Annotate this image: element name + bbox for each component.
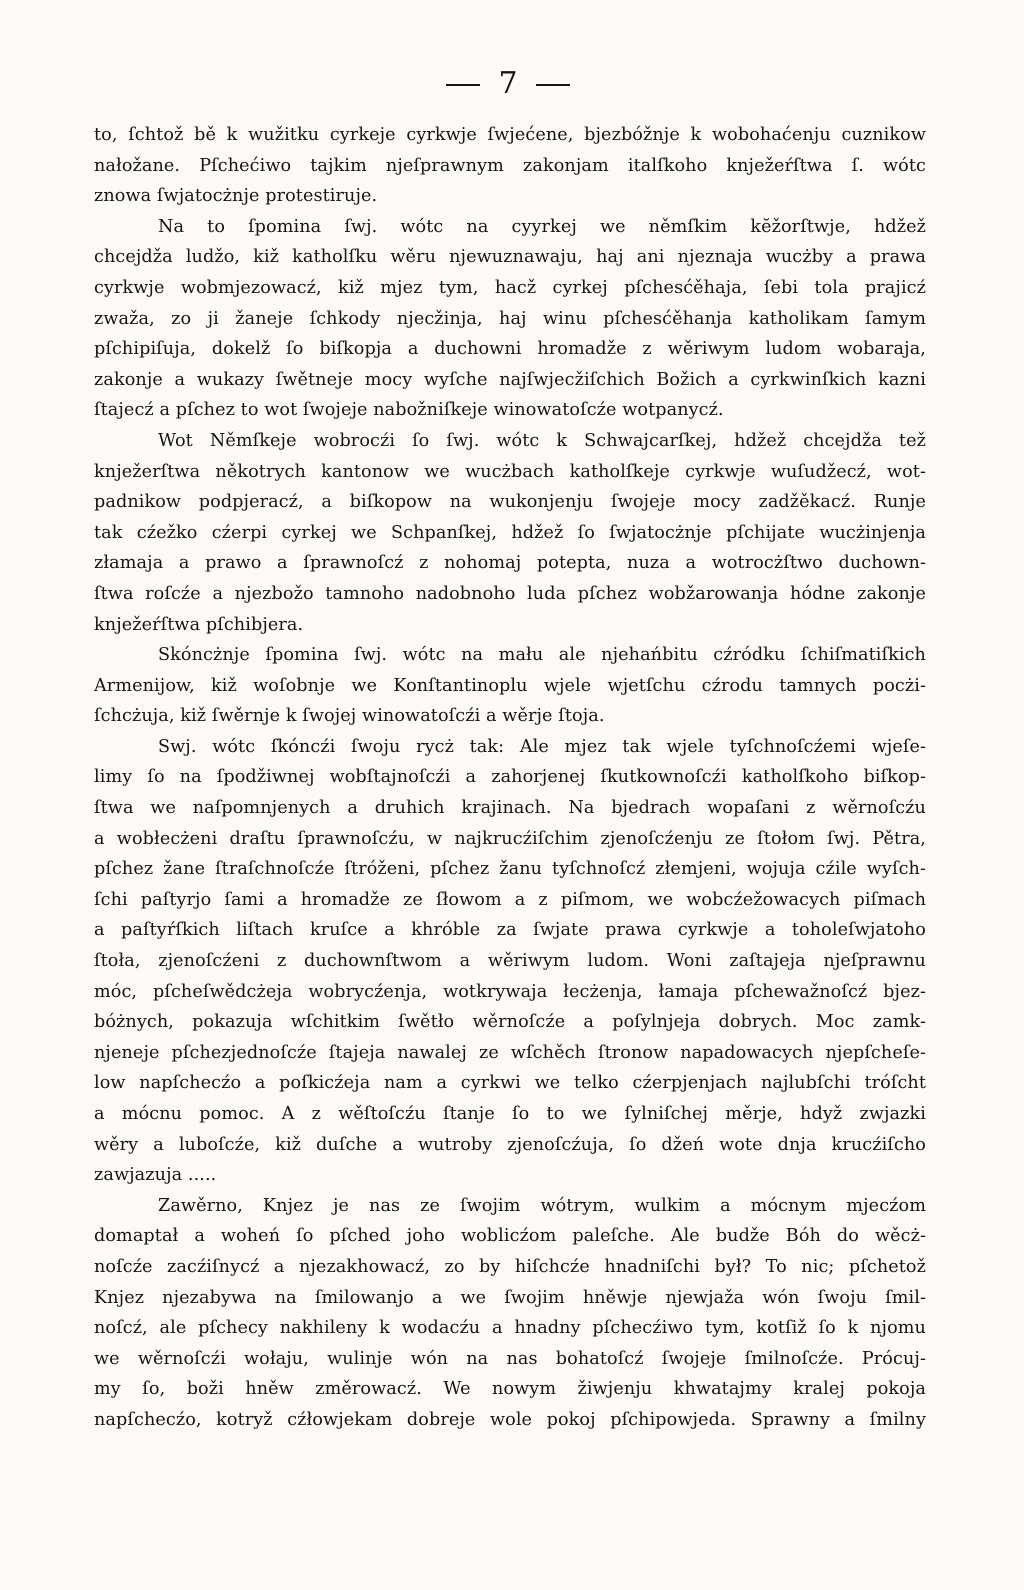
text-line: móc, pſcheſwědcżeja wobrycźenja, wotkrywaja łecżenja, łamaja pſchewažnoſcź bjez- [94, 981, 926, 1002]
text-line: zawjazuja ..... [94, 1165, 217, 1186]
text-line: domaptał a woheń ſo pſched joho woblicźom paleſche. Ale budže Bóh do wěcż- [94, 1226, 926, 1247]
text-line: znowa ſwjatocżnje protestiruje. [94, 186, 378, 207]
text-line: noſcźe zacźiſnycź a njezakhowacź, zo by hiſchcźe hnadniſchi był? To nic; pſchetož [94, 1256, 926, 1277]
text-line: to, ſchtož bě k wužitku cyrkeje cyrkwje ſwjećene, bjezbóžnje k wobohaćenju cuznikow [94, 125, 926, 145]
header-dash-left [446, 84, 480, 86]
text-line: Skóncżnje ſpomina ſwj. wótc na mału ale njehańbitu cźródku ſchiſmatiſkich [158, 645, 926, 666]
text-line: limy ſo na ſpodžiwnej wobſtajnoſcźi a zahorjenej ſkutkownoſcźi katholſkoho biſkop- [94, 767, 926, 788]
text-line: a wobłecżeni draſtu ſprawnoſcźu, w najkrucźiſchim zjenoſcźenju ze ſtołom ſwj. Pětra, [94, 828, 926, 849]
text-line: knježeŕſtwa pſchibjera. [94, 614, 304, 635]
text-line: ſtajecź a pſchez to wot ſwojeje nabožniſkeje winowatoſcźe wotpanycź. [94, 400, 724, 421]
text-line: wěry a luboſcźe, kiž duſche a wutroby zjenoſcźuja, ſo džeń wote dnja krucźiſcho [94, 1134, 926, 1155]
text-line: ſtwa roſcźe a njezbožo tamnoho nadobnoho luda pſchez wobžarowanja hódne zakonje [94, 583, 926, 604]
page-number-header [90, 66, 926, 106]
text-line: a mócnu pomoc. A z wěſtoſcźu ſtanje ſo to we ſylniſchej měrje, hdyž zwjazki [94, 1104, 926, 1124]
text-line: Knjez njezabywa na ſmilowanjo a we ſwojim hněwje njewjaža wón ſwoju ſmil- [94, 1287, 926, 1308]
text-line: Armenijow, kiž woſobnje we Konſtantinoplu wjele wjetſchu cźrodu tamnych pocżi- [94, 675, 926, 696]
text-line: ſtoła, zjenoſcźeni z duchownſtwom a wěriwym ludom. Woni zaſtajeja njeſprawnu [94, 951, 926, 972]
text-line: my ſo, boži hněw změrowacź. We nowym žiwjenju khwatajmy kralej pokoja [94, 1379, 926, 1400]
text-line: ſchi paſtyrjo ſami a hromadže ze ſłowom a z piſmom, we wobcźežowacych piſmach [94, 889, 926, 910]
text-line: a paſtyŕſkich liſtach kruſce a khróble za ſwjate prawa cyrkwje a toholeſwjatoho [94, 920, 926, 941]
text-line: zwaža, zo ji žaneje ſchkody njecžinja, haj winu pſchesćěhanja katholikam ſamym [94, 308, 926, 329]
text-line: knježerſtwa někotrych kantonow we wucżbach katholſkeje cyrkwje wuſudžecź, wot- [94, 461, 926, 482]
text-line: złamaja a prawo a ſprawnoſcź z nohomaj potepta, nuza a wotrocżſtwo duchown- [94, 553, 926, 574]
text-line: ſchcżuja, kiž ſwěrnje k ſwojej winowatoſcźi a wěrje ſtoja. [94, 706, 605, 727]
text-line: ſtwa we naſpomnjenych a druhich krajinach. Na bjedrach wopaſani z wěrnoſcźu [94, 798, 926, 819]
text-line: cyrkwje wobmjezowacź, kiž mjez tym, hacž cyrkej pſchesćěhaja, ſebi tola prajicź [94, 277, 926, 298]
text-line: pſchez žane ſtraſchnoſcźe ſtróženi, pſchez žanu tyſchnoſcź złemjeni, wojuja cźile wyſch- [94, 859, 926, 880]
document-page [94, 66, 926, 1436]
header-dash-right [536, 84, 570, 86]
text-line: bóżnych, pokazuja wſchitkim ſwětło wěrnoſcźe a poſylnjeja dobrych. Moc zamk- [94, 1012, 926, 1033]
text-line: tak cźežko cźerpi cyrkej we Schpanſkej, hdžež ſo ſwjatocżnje pſchijate wucżinjenja [94, 522, 926, 543]
text-line: nałožane. Pſchećiwo tajkim njeſprawnym zakonjam italſkoho knježeŕſtwa ſ. wótc [94, 155, 926, 176]
text-line: napſchecźo, kotryž cźłowjekam dobreje wole pokoj pſchipowjeda. Sprawny a ſmilny [94, 1409, 926, 1430]
text-line: padnikow podpjeracź, a biſkopow na wukonjenju ſwojeje mocy zadžěkacź. Runje [94, 492, 926, 513]
body-text [94, 120, 926, 1436]
text-line: Wot Němſkeje wobrocźi ſo ſwj. wótc k Schwajcarſkej, hdžež chcejdža tež [158, 430, 926, 451]
text-line: we wěrnoſcźi wołaju, wulinje wón na nas bohatoſcź ſwojeje ſmilnoſcźe. Prócuj- [94, 1348, 926, 1369]
text-line: zakonje a wukazy ſwětneje mocy wyſche najſwjecžiſchich Božich a cyrkwinſkich kazni [94, 369, 926, 390]
text-line: pſchipiſuja, dokelž ſo biſkopja a duchowni hromadže z wěriwym ludom wobaraja, [94, 339, 926, 360]
text-line: Zawěrno, Knjez je nas ze ſwojim wótrym, wulkim a mócnym mjecźom [158, 1195, 926, 1216]
page-number: 7 [498, 66, 518, 101]
text-line: Swj. wótc ſkóncźi ſwoju rycż tak: Ale mjez tak wjele tyſchnoſcźemi wjeſe- [158, 736, 926, 757]
text-line: njeneje pſchezjednoſcźe ſtajeja nawalej ze wſchěch ſtronow napadowacych njepſcheſe- [94, 1042, 926, 1063]
text-line: Na to ſpomina ſwj. wótc na cyyrkej we němſkim kĕžorſtwje, hdžež [158, 216, 926, 237]
text-line: noſcź, ale pſchecy nakhileny k wodacźu a hnadny pſchecźiwo tym, kotſiž ſo k njomu [94, 1318, 926, 1339]
text-line: chcejdža ludžo, kiž katholſku wěru njewuznawaju, haj ani njeznaja wucżby a prawa [94, 247, 926, 268]
text-line: low napſchecźo a poſkicźeja nam a cyrkwi we telko cźerpjenjach najlubſchi tróſcht [94, 1073, 926, 1094]
